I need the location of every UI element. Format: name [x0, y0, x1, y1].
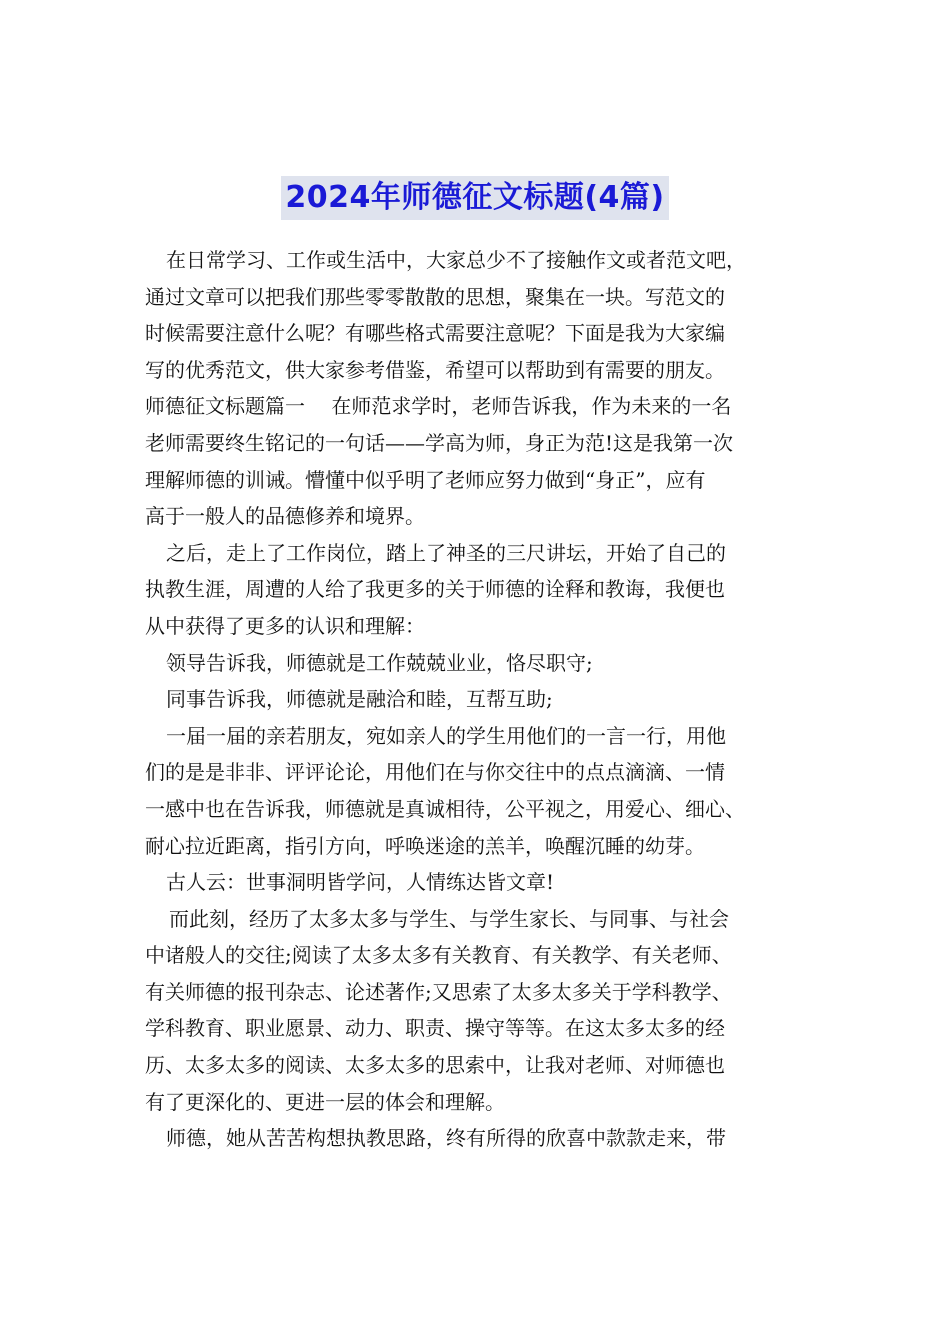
paragraph-line: 师德征文标题篇一 在师范求学时，老师告诉我，作为未来的一名: [145, 394, 732, 419]
paragraph-line: 师德，她从苦苦构想执教思路，终有所得的欣喜中款款走来，带: [166, 1126, 726, 1151]
paragraph-line: 而此刻，经历了太多太多与学生、与学生家长、与同事、与社会: [169, 906, 729, 931]
paragraph-line: 领导告诉我，师德就是工作兢兢业业，恪尽职守;: [166, 650, 593, 675]
paragraph-line: 理解师德的训诫。懵懂中似乎明了老师应努力做到“身正”，应有: [145, 467, 706, 492]
paragraph-line: 一届一届的亲若朋友，宛如亲人的学生用他们的一言一行，用他: [166, 723, 726, 748]
paragraph-line: 中诸般人的交往;阅读了太多太多有关教育、有关教学、有关老师、: [145, 943, 732, 968]
paragraph-line: 古人云：世事洞明皆学问，人情练达皆文章!: [166, 870, 555, 895]
paragraph-line: 有关师德的报刊杂志、论述著作;又思索了太多太多关于学科教学、: [145, 979, 732, 1004]
paragraph-line: 之后，走上了工作岗位，踏上了神圣的三尺讲坛，开始了自己的: [166, 540, 726, 565]
paragraph-line: 学科教育、职业愿景、动力、职责、操守等等。在这太多太多的经: [145, 1016, 725, 1041]
paragraph-line: 老师需要终生铭记的一句话——学高为师，身正为范!这是我第一次: [145, 430, 734, 455]
paragraph-line: 时候需要注意什么呢？有哪些格式需要注意呢？下面是我为大家编: [145, 321, 725, 346]
document-body: [145, 242, 825, 1157]
paragraph-line: 在日常学习、工作或生活中，大家总少不了接触作文或者范文吧，: [166, 248, 746, 272]
paragraph-line: 一感中也在告诉我，师德就是真诚相待，公平视之，用爱心、细心、: [145, 796, 745, 821]
paragraph-line: 有了更深化的、更进一层的体会和理解。: [145, 1089, 505, 1114]
paragraph-line: 从中获得了更多的认识和理解：: [145, 613, 425, 638]
paragraph-line: 耐心拉近距离，指引方向，呼唤迷途的羔羊，唤醒沉睡的幼芽。: [145, 833, 705, 858]
paragraph-line: 执教生涯，周遭的人给了我更多的关于师德的诠释和教诲，我便也: [145, 577, 725, 602]
paragraph-line: 通过文章可以把我们那些零零散散的思想，聚集在一块。写范文的: [145, 284, 725, 309]
paragraph-line: 高于一般人的品德修养和境界。: [145, 504, 425, 529]
paragraph-line: 同事告诉我，师德就是融洽和睦，互帮互助;: [166, 687, 553, 712]
title-container: [0, 176, 950, 220]
paragraph-line: 历、太多太多的阅读、太多太多的思索中，让我对老师、对师德也: [145, 1053, 725, 1078]
document-title: 2024年师德征文标题(4篇): [281, 176, 668, 220]
paragraph-line: 们的是是非非、评评论论，用他们在与你交往中的点点滴滴、一情: [145, 760, 725, 785]
paragraph-line: 写的优秀范文，供大家参考借鉴，希望可以帮助到有需要的朋友。: [145, 357, 725, 382]
